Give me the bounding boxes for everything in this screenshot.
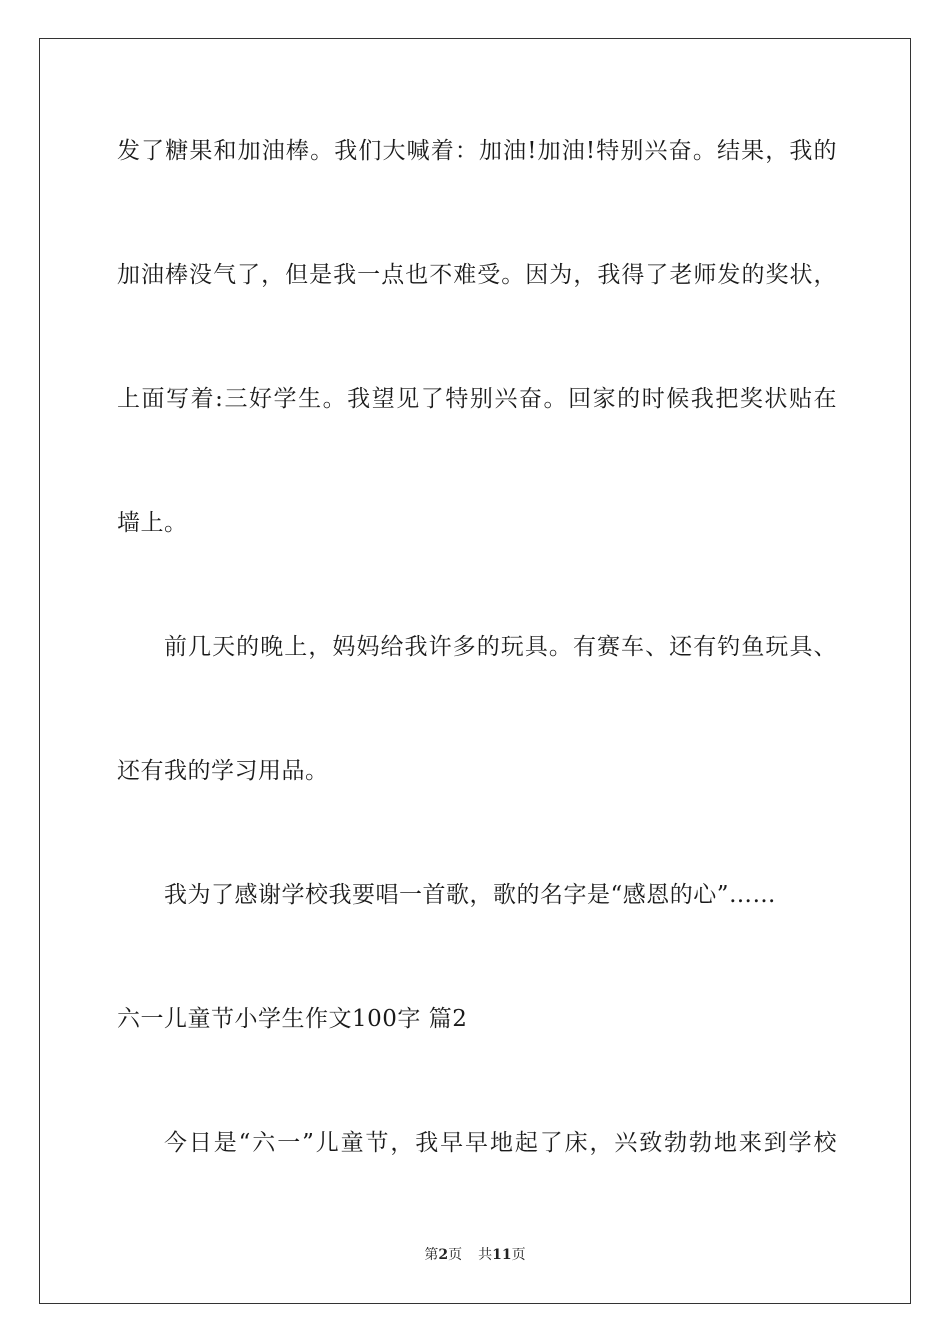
page-suffix: 页 [448, 1247, 463, 1263]
section-heading: 六一儿童节小学生作文100字 篇2 [117, 1006, 468, 1032]
paragraph-line: 上面写着:三好学生。我望见了特别兴奋。回家的时候我把奖状贴在 [117, 386, 837, 412]
paragraph-line: 我为了感谢学校我要唱一首歌，歌的名字是“感恩的心”…… [164, 882, 777, 908]
page-number: 2 [438, 1247, 449, 1263]
page-prefix: 第 [424, 1247, 439, 1263]
total-prefix: 共 [478, 1247, 493, 1263]
page-frame [39, 38, 911, 1304]
paragraph-line: 墙上。 [117, 510, 188, 536]
paragraph-line: 发了糖果和加油棒。我们大喊着：加油!加油!特别兴奋。结果，我的 [117, 138, 837, 164]
page-footer [0, 1246, 950, 1264]
total-suffix: 页 [511, 1247, 526, 1263]
total-pages: 11 [492, 1247, 512, 1263]
paragraph-line: 今日是“六一”儿童节，我早早地起了床，兴致勃勃地来到学校 [164, 1130, 837, 1156]
paragraph-line: 还有我的学习用品。 [117, 758, 329, 784]
paragraph-line: 前几天的晚上，妈妈给我许多的玩具。有赛车、还有钓鱼玩具、 [164, 634, 837, 660]
paragraph-line: 加油棒没气了，但是我一点也不难受。因为，我得了老师发的奖状， [117, 262, 837, 288]
